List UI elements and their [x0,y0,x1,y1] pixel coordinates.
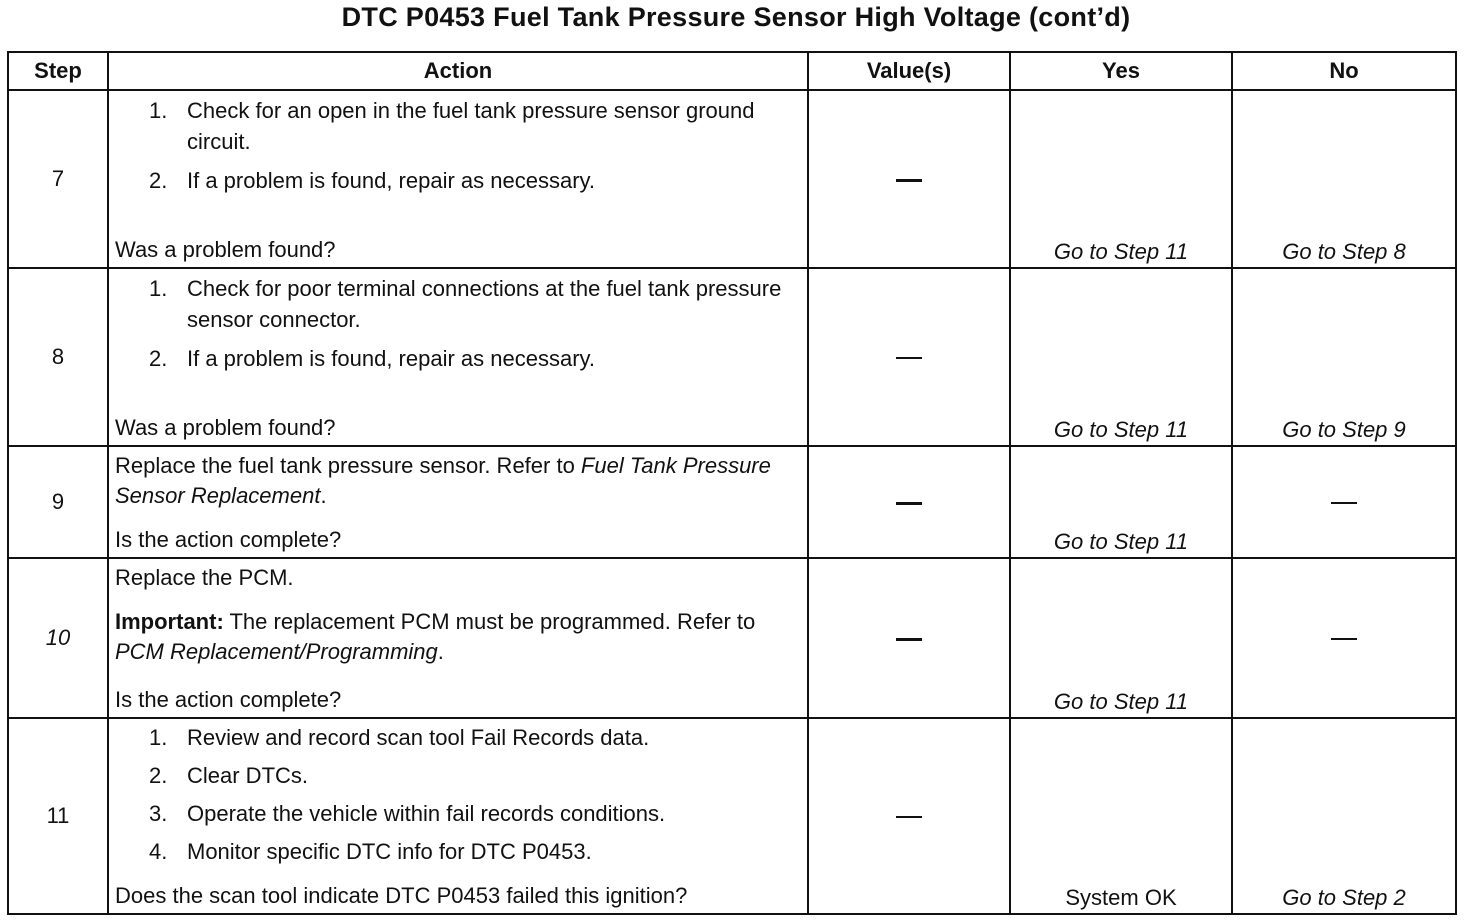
action-cell [108,718,808,914]
value-dash [896,502,922,505]
no-cell [1232,718,1456,914]
action-text: Replace the fuel tank pressure sensor. Refer to Fuel Tank Pressure Sensor Replacement. [115,453,771,508]
yes-cell [1010,558,1232,718]
list-item: 3. Operate the vehicle within fail records conditions. [149,801,666,826]
action-question: Is the action complete? [115,527,342,552]
value-cell [808,718,1010,914]
list-item: 2. If a problem is found, repair as necessary. [149,346,596,371]
table-row [8,446,1456,558]
step-number: 9 [8,446,108,558]
table-row [8,268,1456,446]
header-values: Value(s) [808,52,1010,90]
list-item: 2. Clear DTCs. [149,763,309,788]
no-dash [1331,502,1357,504]
action-cell [108,268,808,446]
reference-link[interactable]: PCM Replacement/Programming [115,639,438,664]
table-row [8,718,1456,914]
yes-link[interactable]: Go to Step 11 [1053,417,1189,442]
value-dash [896,357,922,359]
step-number: 8 [8,268,108,446]
page-title: DTC P0453 Fuel Tank Pressure Sensor High Voltage (cont’d) [341,2,1131,32]
important-note: Important: The replacement PCM must be programmed. Refer to PCM Replacement/Programming. [115,609,756,664]
no-cell [1232,268,1456,446]
list-item: 4. Monitor specific DTC info for DTC P0453. [149,839,592,864]
value-dash [896,816,922,818]
action-cell [108,446,808,558]
action-cell [108,90,808,268]
step-number: 7 [8,90,108,268]
table-row [8,90,1456,268]
value-cell [808,558,1010,718]
yes-cell [1010,446,1232,558]
step-number: 11 [8,718,108,914]
no-link[interactable]: Go to Step 8 [1282,239,1406,264]
action-question: Does the scan tool indicate DTC P0453 failed this ignition? [115,883,688,908]
yes-link[interactable]: Go to Step 11 [1053,689,1189,714]
step-number: 10 [8,558,108,718]
yes-cell [1010,90,1232,268]
action-cell [108,558,808,718]
list-item: 2. If a problem is found, repair as necessary. [149,168,596,193]
yes-result: System OK [1065,885,1177,910]
action-question: Was a problem found? [115,237,336,262]
value-cell [808,446,1010,558]
value-dash [896,179,922,182]
yes-cell [1010,718,1232,914]
action-question: Was a problem found? [115,415,336,440]
table-row [8,558,1456,718]
no-dash [1331,638,1357,640]
no-link[interactable]: Go to Step 9 [1282,417,1406,442]
no-link[interactable]: Go to Step 2 [1282,885,1406,910]
list-item: 1. Check for poor terminal connections at the fuel tank pressure sensor connector. [149,276,782,332]
no-cell [1232,90,1456,268]
reference-link[interactable]: Fuel Tank Pressure Sensor Replacement [115,453,771,508]
no-cell [1232,558,1456,718]
header-yes: Yes [1010,52,1232,90]
list-item: 1. Check for an open in the fuel tank pressure sensor ground circuit. [149,98,755,154]
header-action: Action [108,52,808,90]
yes-cell [1010,268,1232,446]
value-cell [808,268,1010,446]
yes-link[interactable]: Go to Step 11 [1053,529,1189,554]
table-header-row [8,52,1456,90]
list-item: 1. Review and record scan tool Fail Records data. [149,725,650,750]
header-no: No [1232,52,1456,90]
action-text: Replace the PCM. [115,565,294,590]
value-dash [896,638,922,641]
no-cell [1232,446,1456,558]
header-step: Step [8,52,108,90]
yes-link[interactable]: Go to Step 11 [1053,239,1189,264]
diagnostic-table [7,51,1457,915]
action-question: Is the action complete? [115,687,342,712]
value-cell [808,90,1010,268]
